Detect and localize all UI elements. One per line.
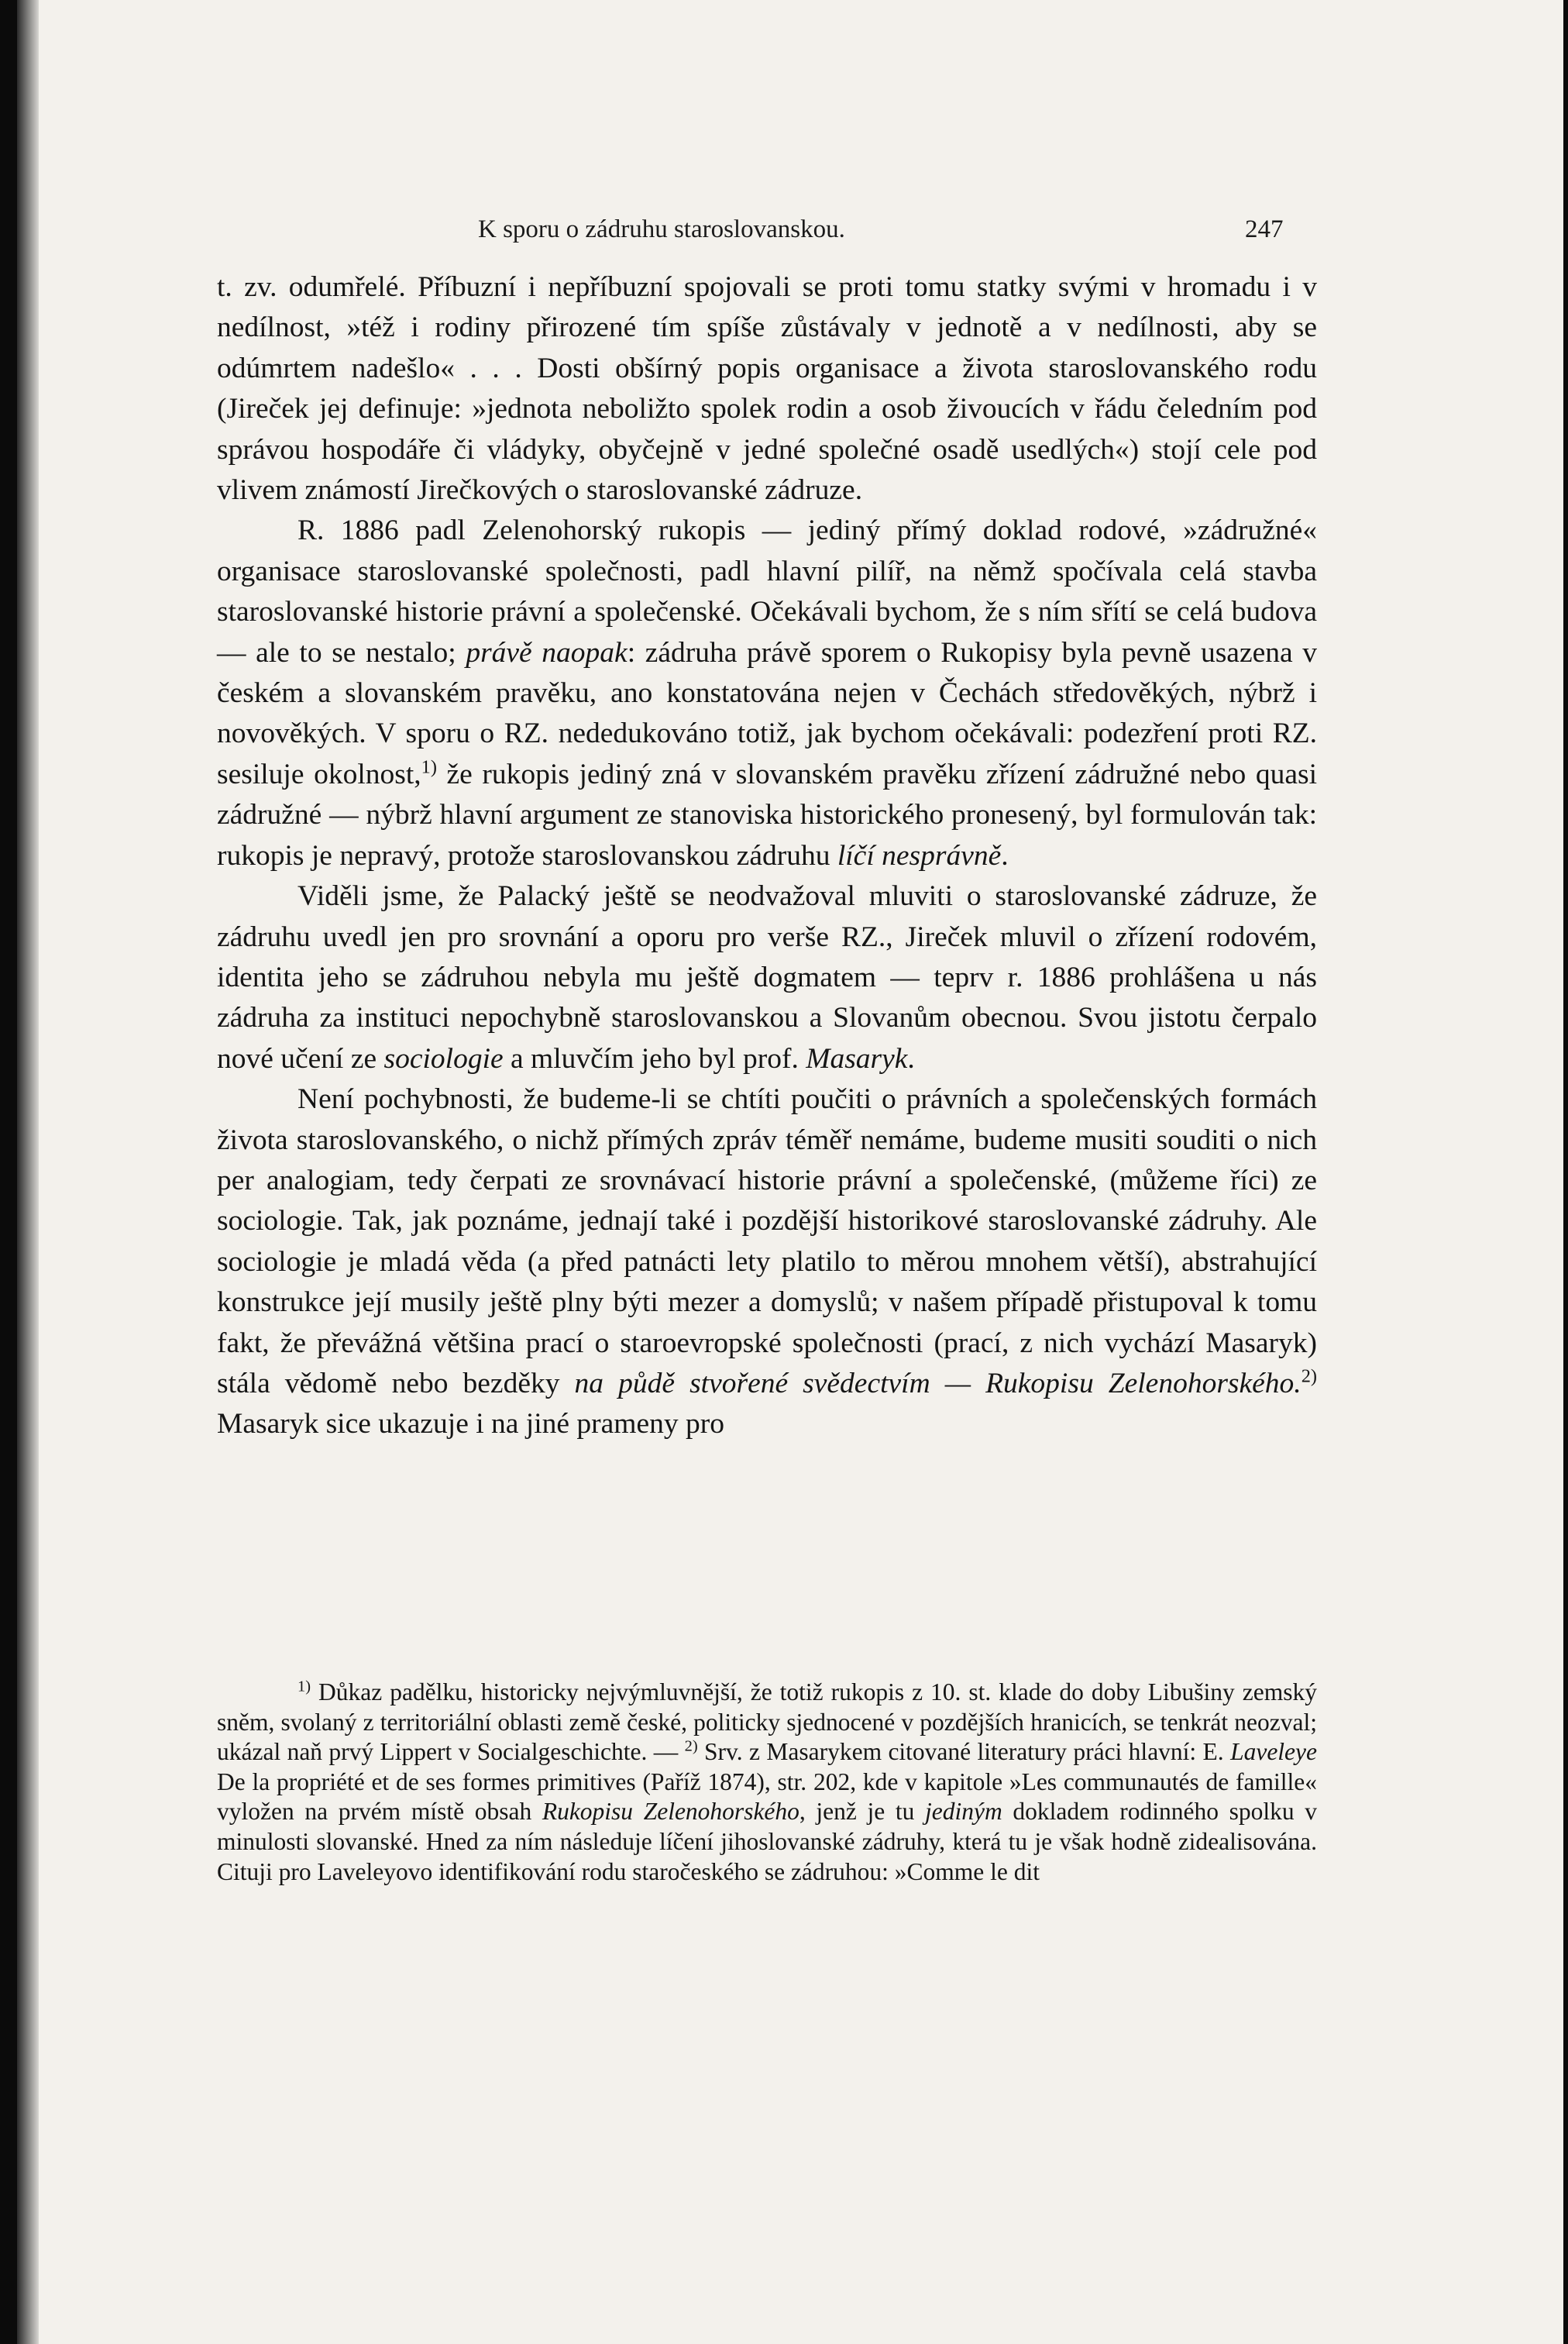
text-run: Není pochybnosti, že budeme-li se chtíti poučiti o právních a společenských formách života staroslovanského, o nichž přímých zpráv téměř nemáme, budeme musiti souditi o nich per analogiam, tedy čerpati ze srovnávací historie právní a společenské, (můžeme říci) ze sociologie. Tak, jak poznáme, jednají také i pozdější historikové staroslovanské zádruhy. Ale sociologie je mladá věda (a před patnácti lety platilo to měrou mnohem větší), abstrahující konstrukce její musily ještě plny býti mezer a domyslů; v našem případě přistupoval k tomu fakt, že převážná většina prací o staroevropské společnosti (prací, z nich vychází Masaryk) stála vědomě nebo bezděky [217,1083,1317,1399]
main-text [217,267,1317,1445]
emphasis-text: sociologie [383,1042,504,1075]
footnote-paragraph [217,1678,1317,1887]
binding-shadow [17,0,39,2344]
emphasis-text: jediným [925,1798,1002,1826]
running-header [17,209,1563,256]
footnote-marker: 2) [1301,1365,1317,1387]
scanned-page [17,0,1563,2344]
emphasis-text: líčí nesprávně [837,839,1002,872]
text-run: t. zv. odumřelé. Příbuzní i nepříbuzní spojovali se proti tomu statky svými v hromadu i v nedílnost, »též i rodiny přirozené tím spíše zůstávaly v jednotě a v nedílnosti, aby se odúmrtem nadešlo« . . . Dosti obšírný popis organisace a života staroslovanského rodu (Jireček jej definuje: »jednota neboližto spolek rodin a osob živoucích v řádu čeledním pod správou hospodáře či vládyky, obyčejně v jedné společné osadě usedlých«) stojí cele pod vlivem známostí Jirečkových o staroslovanské zádruze. [217,271,1317,507]
page-number: 247 [1245,215,1284,243]
paragraph [217,876,1317,1079]
footnote-marker: 1) [421,756,437,778]
text-run: . [1001,839,1009,872]
emphasis-text: Rukopisu Zelenohorského [542,1798,799,1826]
text-run: a mluvčím jeho byl prof. [503,1042,806,1075]
paragraph [217,267,1317,511]
text-run: Důkaz padělku, historicky nejvýmluvnější, že totiž rukopis z 10. st. klade do doby Libušiny zemský sněm, svolaný z territoriální oblasti země české, politicky sjednocené v pozdějších hranicích, se tenkrát neozval; ukázal naň prvý Lippert v Socialgeschichte. — [217,1678,1317,1766]
text-run: . [907,1042,915,1075]
emphasis-text: na půdě stvořené svědectvím — Rukopisu Zelenohorského. [574,1367,1302,1399]
footnote-marker: 2) [684,1737,698,1755]
text-run: De la propriété et de ses formes primitives (Paříž 1874), str. 202, kde v kapitole »Les communautés de famille« vyložen na prvém místě obsah [217,1767,1317,1826]
footnote-marker: 1) [297,1678,311,1695]
footnotes [217,1678,1317,1887]
text-run: Masaryk sice ukazuje i na jiné prameny pro [217,1408,724,1440]
paragraph [217,511,1317,876]
emphasis-text: Laveleye [1230,1738,1317,1766]
text-run: Srv. z Masarykem citované literatury práci hlavní: E. [697,1738,1231,1766]
paragraph [217,1079,1317,1445]
text-run: , jenž je tu [799,1798,926,1826]
text-run: : zádruha právě sporem o Rukopisy byla pevně usazena v českém a slovanském pravěku, ano konstatována nejen v Čechách středověkých, nýbrž i novověkých. V sporu o RZ. nededukováno totiž, jak bychom očekávali: podezření proti RZ. sesiluje okolnost, [217,636,1317,790]
emphasis-text: Masaryk [806,1042,908,1075]
header-title: K sporu o zádruhu staroslovanskou. [478,215,845,243]
text-run: R. 1886 padl Zelenohorský rukopis — jediný přímý doklad rodové, »zádružné« organisace staroslovanské společnosti, padl hlavní pilíř, na němž spočívala celá stavba staroslovanské historie právní a společenské. Očekávali bychom, že s ním sřítí se celá budova — ale to se nestalo; [217,515,1317,669]
text-run: že rukopis jediný zná v slovanském pravěku zřízení zádružné nebo quasi zádružné — nýbrž hlavní argument ze stanoviska historického pronesený, byl formulován tak: rukopis je nepravý, protože staroslovanskou zádruhu [217,758,1317,872]
text-run: Viděli jsme, že Palacký ještě se neodvažoval mluviti o staroslovanské zádruze, že zádruhu uvedl jen pro srovnání a oporu pro verše RZ., Jireček mluvil o zřízení rodovém, identita jeho se zádruhou nebyla mu ještě dogmatem — teprv r. 1886 prohlášena u nás zádruha za instituci nepochybně staroslovanskou a Slovanům obecnou. Svou jistotu čerpalo nové učení ze [217,880,1317,1075]
text-run: dokladem rodinného spolku v minulosti slovanské. Hned za ním následuje líčení jihoslovanské zádruhy, která tu je však hodně zidealisována. Cituji pro Laveleyovo identifikování rodu staročeského se zádruhou: »Comme le dit [217,1798,1318,1885]
emphasis-text: právě naopak [466,636,628,669]
